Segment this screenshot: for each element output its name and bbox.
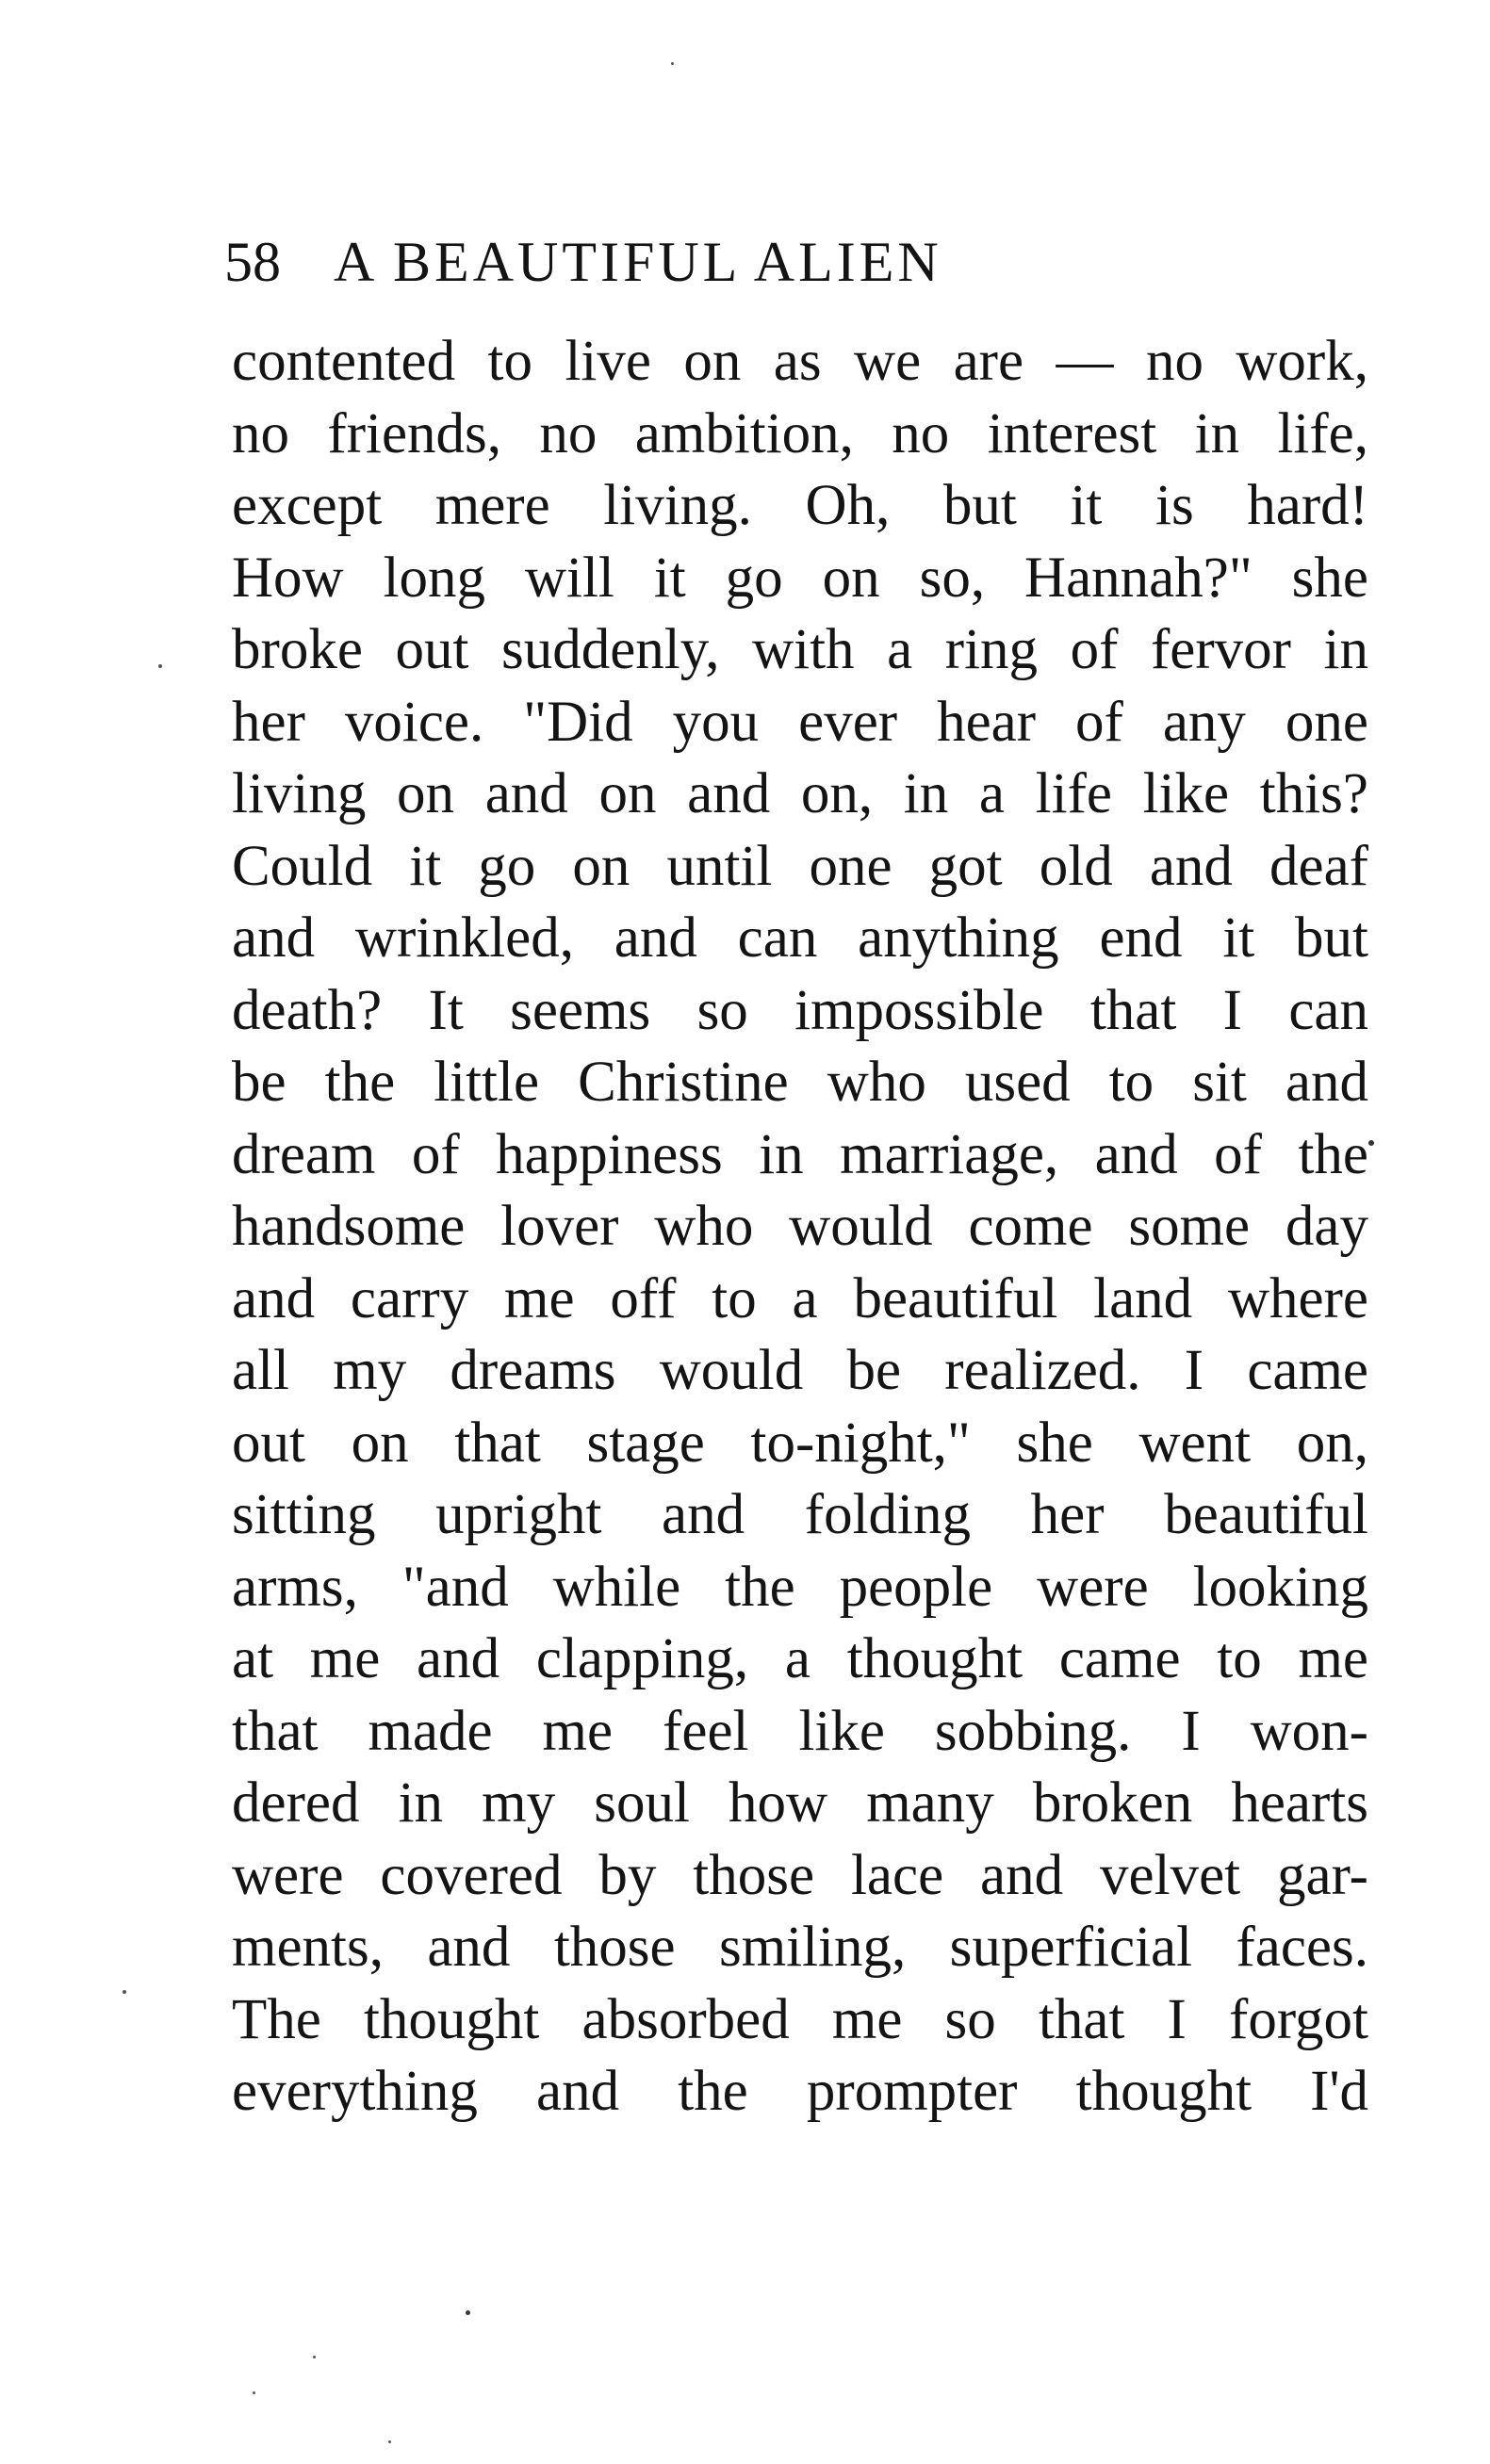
text-line: handsome lover who would come some day [232, 1195, 1368, 1258]
text-line: sitting upright and folding her beautiful [232, 1483, 1368, 1546]
text-line: Could it go on until one got old and deaf [232, 834, 1368, 898]
text-line: except mere living. Oh, but it is hard! [232, 474, 1368, 537]
text-line: be the little Christine who used to sit and [232, 1051, 1368, 1114]
text-line: her voice. "Did you ever hear of any one [232, 690, 1368, 754]
text-line: at me and clapping, a thought came to me [232, 1627, 1368, 1690]
text-line: out on that stage to-night," she went on, [232, 1411, 1368, 1475]
text-line: How long will it go on so, Hannah?" she [232, 546, 1368, 610]
text-line: everything and the prompter thought I'd [232, 2060, 1368, 2123]
text-line: and carry me off to a beautiful land where [232, 1266, 1368, 1330]
text-line: living on and on and on, in a life like this? [232, 762, 1368, 825]
scan-speck [1368, 1140, 1374, 1146]
scan-speck [313, 2356, 316, 2358]
scan-speck [253, 2391, 255, 2394]
text-line: arms, "and while the people were looking [232, 1555, 1368, 1619]
text-line: and wrinkled, and can anything end it but [232, 906, 1368, 970]
running-head [224, 224, 1186, 300]
scan-speck [388, 2440, 391, 2443]
scan-speck [466, 2310, 470, 2315]
body-text [232, 326, 1368, 2129]
text-line: all my dreams would be realized. I came [232, 1339, 1368, 1402]
text-line: broke out suddenly, with a ring of fervor in [232, 618, 1368, 681]
scan-speck [671, 62, 674, 65]
text-line: dream of happiness in marriage, and of the [232, 1122, 1368, 1186]
text-line: death? It seems so impossible that I can [232, 978, 1368, 1042]
text-line: dered in my soul how many broken hearts [232, 1771, 1368, 1835]
book-title: A BEAUTIFUL ALIEN [334, 231, 942, 293]
text-line: were covered by those lace and velvet gar- [232, 1843, 1368, 1907]
scan-speck [123, 1990, 126, 1994]
text-line: that made me feel like sobbing. I won- [232, 1699, 1368, 1763]
text-line: contented to live on as we are — no work, [232, 330, 1368, 393]
text-line: The thought absorbed me so that I forgot [232, 1987, 1368, 2051]
text-line: ments, and those smiling, superficial faces. [232, 1916, 1368, 1979]
scan-speck [158, 664, 162, 668]
page-number: 58 [224, 231, 281, 293]
text-line: no friends, no ambition, no interest in life, [232, 401, 1368, 465]
